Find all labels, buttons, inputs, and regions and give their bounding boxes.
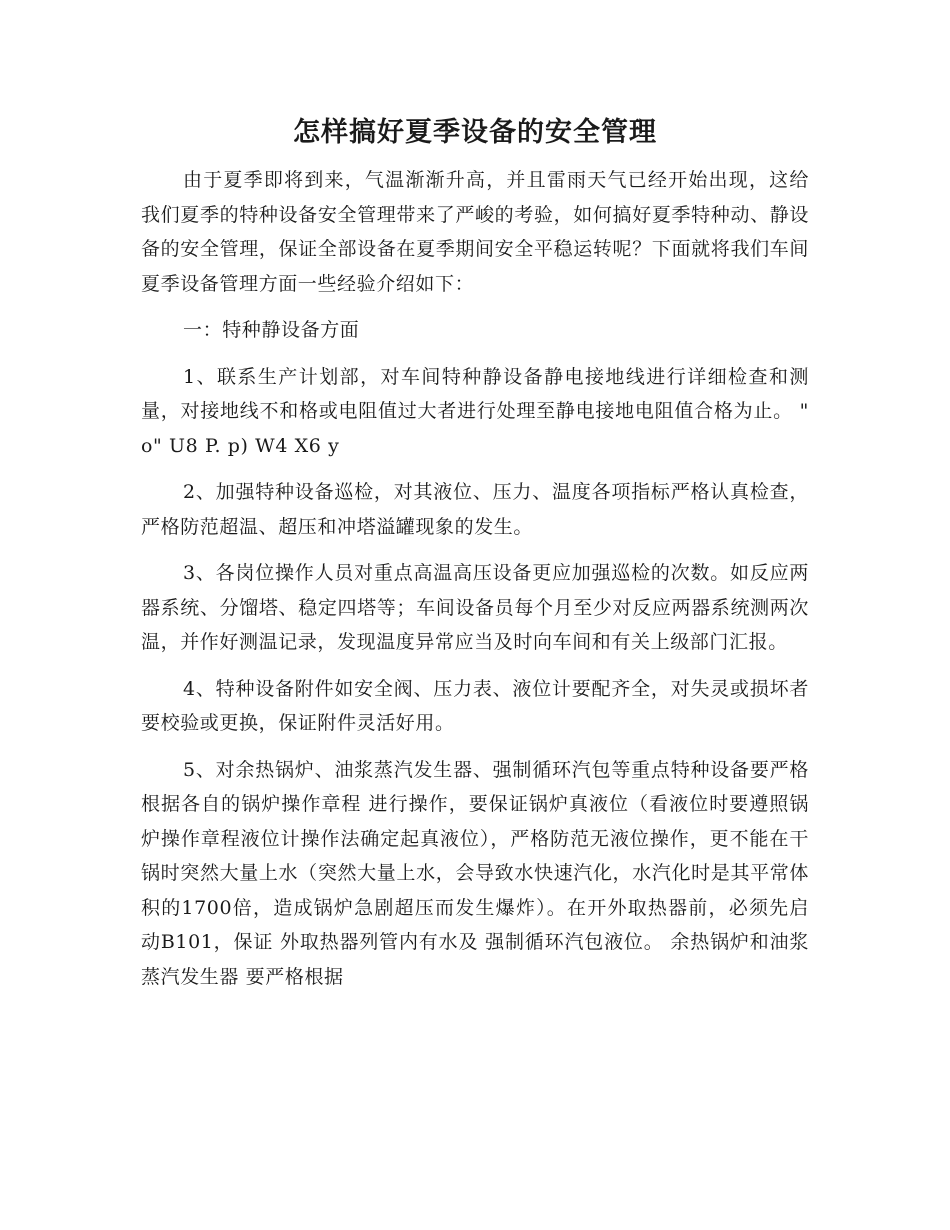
paragraph-item-4: 4、特种设备附件如安全阀、压力表、液位计要配齐全，对失灵或损坏者要校验或更换，保证附件灵活好用。 [141, 677, 809, 734]
paragraph-item-2: 2、加强特种设备巡检，对其液位、压力、温度各项指标严格认真检查，严格防范超温、超压和冲塔溢罐现象的发生。 [141, 481, 809, 538]
paragraph-item-3: 3、各岗位操作人员对重点高温高压设备更应加强巡检的次数。如反应两器系统、分馏塔、稳定四塔等；车间设备员每个月至少对反应两器系统测两次温，并作好测温记录，发现温度异常应当及时向车间和有关上级部门汇报。 [141, 562, 809, 653]
paragraph-item-1: 1、联系生产计划部，对车间特种静设备静电接地线进行详细检查和测量，对接地线不和格或电阻值过大者进行处理至静电接地电阻值合格为止。 " o" U8 P. p) W4 X6 y [141, 365, 809, 457]
document-body [141, 163, 809, 1006]
section-heading-static-equipment: 一：特种静设备方面 [183, 319, 360, 341]
paragraph-item-5: 5、对余热锅炉、油浆蒸汽发生器、强制循环汽包等重点特种设备要严格根据各自的锅炉操作章程 进行操作，要保证锅炉真液位（看液位时要遵照锅炉操作章程液位计操作法确定起真液位），严格防范无液位操作，更不能在干锅时突然大量上水（突然大量上水，会导致水快速汽化，水汽化时是其平常体积的1700倍，造成锅炉急剧超压而发生爆炸）。在开外取热器前，必须先启动B101，保证 外取热器列管内有水及 强制循环汽包液位。 余热锅炉和油浆蒸汽发生器 要严格根据 [141, 758, 809, 988]
document-title: 怎样搞好夏季设备的安全管理 [293, 117, 657, 148]
paragraph-intro: 由于夏季即将到来，气温渐渐升高，并且雷雨天气已经开始出现，这给我们夏季的特种设备安全管理带来了严峻的考验，如何搞好夏季特种动、静设备的安全管理，保证全部设备在夏季期间安全平稳运转呢？下面就将我们车间夏季设备管理方面一些经验介绍如下： [141, 169, 809, 295]
